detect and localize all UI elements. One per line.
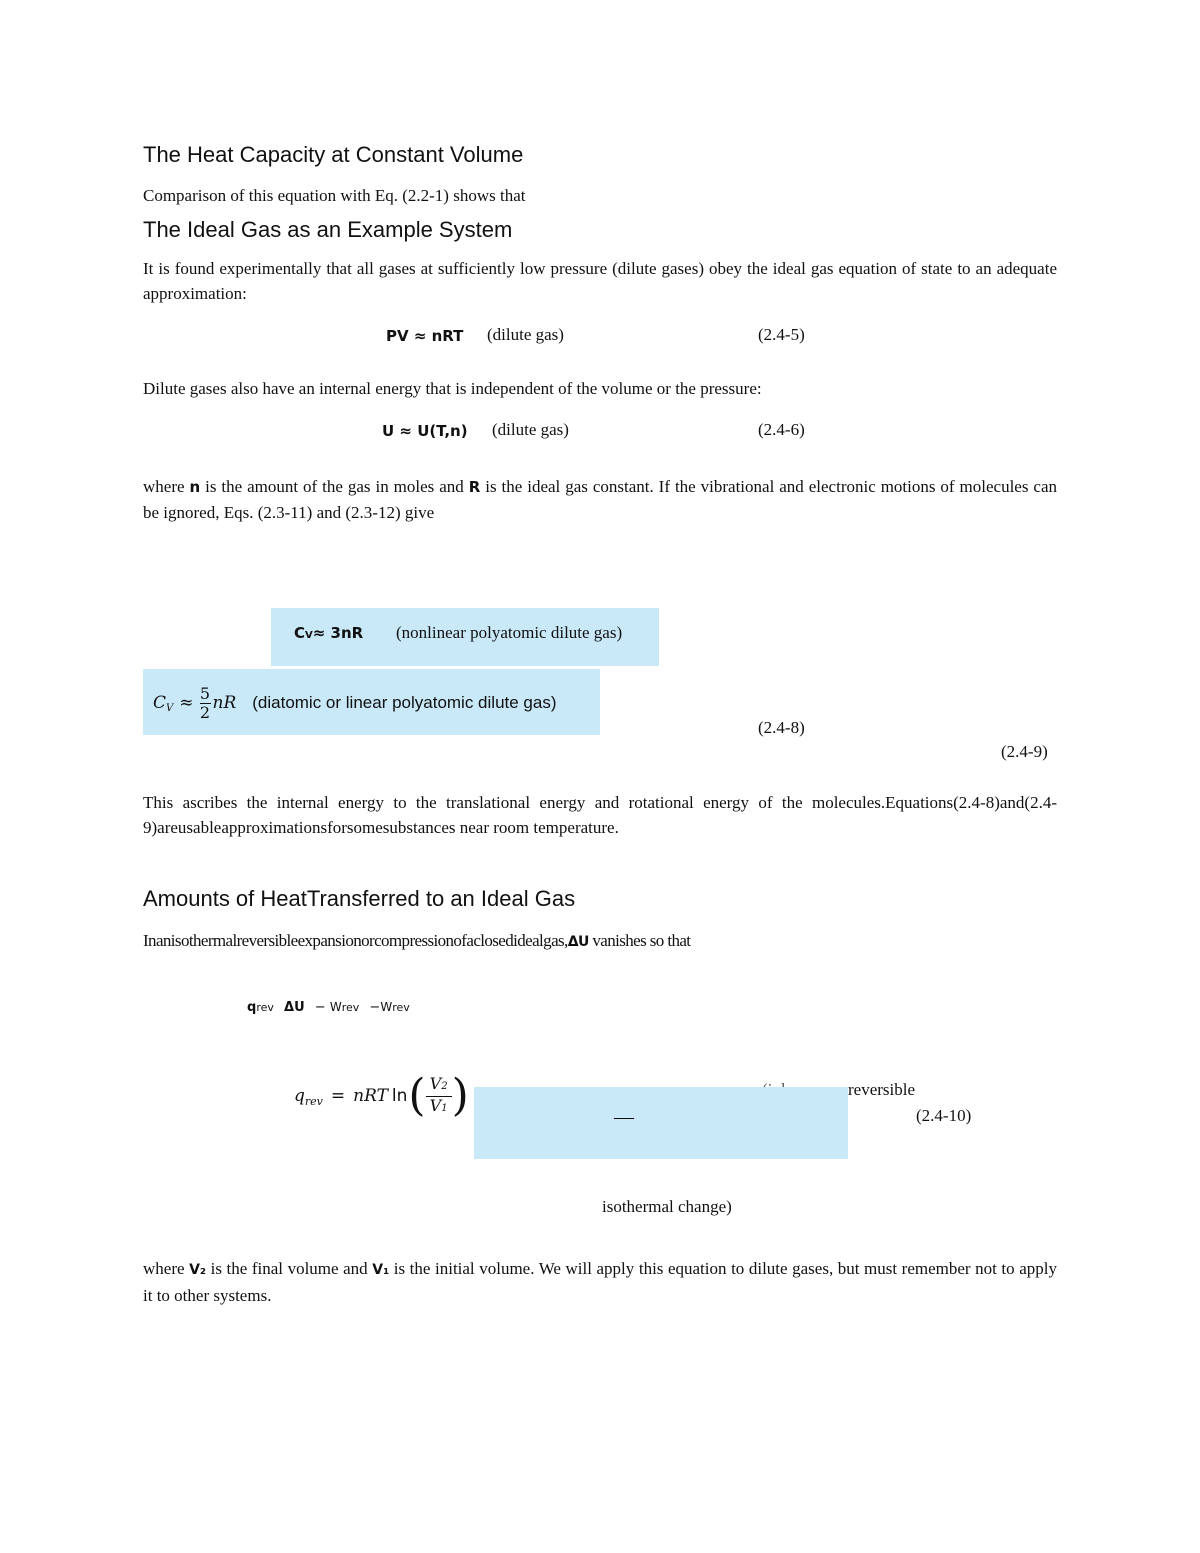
comparison-text: Comparison of this equation with Eq. (2.2-1) shows that [143,186,526,205]
equation-2-4-9-note: (diatomic or linear polyatomic dilute gas) [252,693,557,712]
equation-2-4-10-highlight [474,1087,848,1159]
equation-2-4-10-reversible: reversible [848,1080,916,1099]
fraction-five-halves: $\frac{5}{2}$ [199,683,211,722]
isothermal-paragraph: Inanisothermalreversibleexpansionorcompressionofaclosedidealgas,ΔU vanishes so that [143,931,691,950]
equation-2-4-10-number: (2.4-10) [916,1106,972,1125]
heat-work-equation: qrev ΔU − Wrev −Wrev [247,1000,410,1015]
section-heading-amounts-of-heat: Amounts of HeatTransferred to an Ideal Gas [143,886,576,911]
equation-2-4-8: CV≈ 3nR [294,624,364,642]
equation-2-4-9: C V ≈ $\frac{5}{2}$ nR (diatomic or linear polyatomic dilute gas) [153,683,557,722]
equation-2-4-8-number: (2.4-8) [758,718,805,737]
internal-energy-paragraph: Dilute gases also have an internal energy that is independent of the volume or the pressure: [143,379,762,398]
equation-2-4-5: PV ≈ nRT [386,327,464,345]
equation-2-4-9-number: (2.4-9) [1001,742,1048,761]
equation-2-4-5-note: (dilute gas) [487,325,564,344]
equation-2-4-6-number: (2.4-6) [758,420,805,439]
section-heading-ideal-gas: The Ideal Gas as an Example System [143,217,513,242]
equation-2-4-8-note: (nonlinear polyatomic dilute gas) [396,623,623,642]
section-heading-heat-capacity: The Heat Capacity at Constant Volume [143,142,524,167]
equation-2-4-10-isothermal: isothermal change) [602,1197,732,1216]
volume-ratio-fraction: $\frac{V2}{V1}$ [426,1075,452,1118]
ascribes-paragraph: This ascribes the internal energy to the translational energy and rotational energy of the molecules.Equations(2.4-8)and(2.4-9)areusableapproximationsforsomesubstances near room temperature. [143,793,1057,837]
ideal-gas-intro-paragraph: It is found experimentally that all gases at sufficiently low pressure (dilute gases) obey the ideal gas equation of state to an adequate approximation: [143,259,1057,303]
equation-2-4-10-dash: — [614,1106,634,1128]
equation-2-4-6-note: (dilute gas) [492,420,569,439]
equation-2-4-5-number: (2.4-5) [758,325,805,344]
final-volume-paragraph: where V₂ is the final volume and V₁ is the initial volume. We will apply this equation to dilute gases, but must remember not to apply it to other systems. [143,1259,1057,1305]
equation-2-4-6: U ≈ U(T,n) [382,422,468,440]
equation-2-4-10: q rev = nRT ln ( $\frac{V2}{V1}$ ) [294,1070,469,1121]
where-n-r-paragraph: where n is the amount of the gas in moles and R is the ideal gas constant. If the vibrational and electronic motions of molecules can be ignored, Eqs. (2.3-11) and (2.3-12) give [143,477,1057,522]
